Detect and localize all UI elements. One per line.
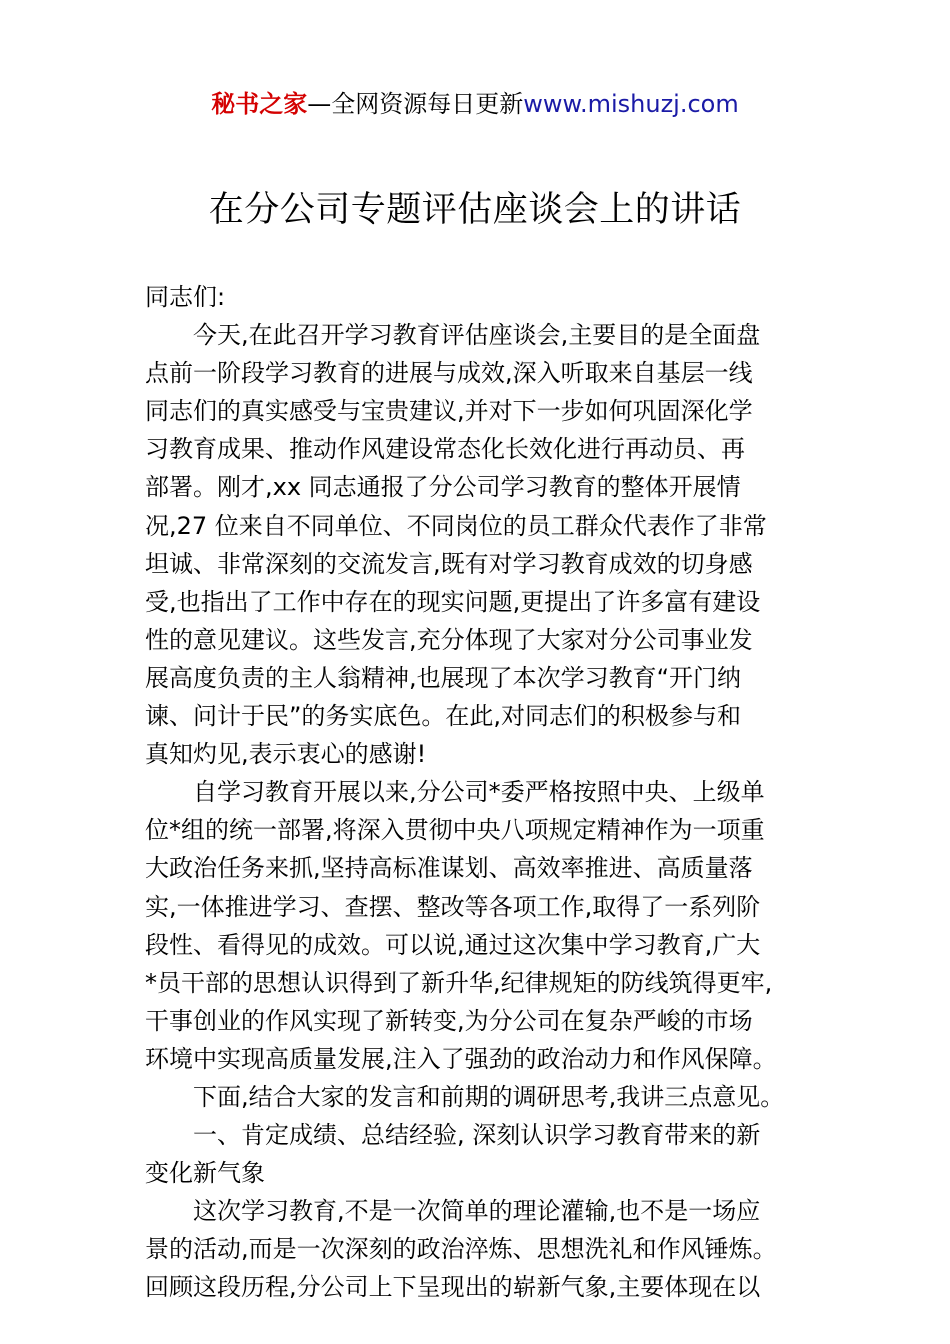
- paragraph-line: 真知灼见,表示衷心的感谢!: [145, 740, 427, 769]
- paragraph-line: 大政治任务来抓,坚持高标准谋划、高效率推进、高质量落: [145, 854, 753, 883]
- paragraph-line: 性的意见建议。这些发言,充分体现了大家对分公司事业发: [145, 625, 753, 654]
- paragraph-line: 段性、看得见的成效。可以说,通过这次集中学习教育,广大: [145, 930, 761, 959]
- paragraph-line: 自学习教育开展以来,分公司*委严格按照中央、上级单: [193, 778, 765, 807]
- salutation-line: 同志们:: [145, 283, 226, 311]
- paragraph-line: 坦诚、非常深刻的交流发言,既有对学习教育成效的切身感: [145, 549, 753, 578]
- paragraph-line: 这次学习教育,不是一次简单的理论灌输,也不是一场应: [193, 1197, 761, 1226]
- paragraph-line: 位*组的统一部署,将深入贯彻中央八项规定精神作为一项重: [145, 816, 765, 845]
- paragraph-line: 回顾这段历程,分公司上下呈现出的崭新气象,主要体现在以: [145, 1273, 761, 1302]
- section-heading-line: 变化新气象: [145, 1159, 265, 1188]
- paragraph-line: 谏、问计于民”的务实底色。在此,对同志们的积极参与和: [145, 702, 742, 731]
- document-title: 在分公司专题评估座谈会上的讲话: [208, 190, 742, 230]
- paragraph-line: 今天,在此召开学习教育评估座谈会,主要目的是全面盘: [193, 321, 761, 350]
- paragraph-line: 习教育成果、推动作风建设常态化长效化进行再动员、再: [145, 435, 745, 464]
- site-slogan: —全网资源每日更新: [307, 90, 524, 118]
- paragraph-line: *员干部的思想认识得到了新升华,纪律规矩的防线筑得更牢,: [145, 968, 773, 997]
- paragraph-line: 干事创业的作风实现了新转变,为分公司在复杂严峻的市场: [145, 1006, 753, 1035]
- paragraph-line: 环境中实现高质量发展,注入了强劲的政治动力和作风保障。: [145, 1044, 777, 1073]
- paragraph-line: 况,27 位来自不同单位、不同岗位的员工群众代表作了非常: [145, 511, 767, 540]
- site-brand: 秘书之家: [211, 90, 308, 118]
- paragraph-line: 同志们的真实感受与宝贵建议,并对下一步如何巩固深化学: [145, 397, 753, 426]
- paragraph-line: 下面,结合大家的发言和前期的调研思考,我讲三点意见。: [193, 1082, 785, 1111]
- paragraph-line: 部署。刚才,xx 同志通报了分公司学习教育的整体开展情: [145, 473, 741, 502]
- section-heading-line: 一、肯定成绩、总结经验, 深刻认识学习教育带来的新: [193, 1121, 761, 1150]
- site-url[interactable]: www.mishuzj.com: [523, 90, 739, 118]
- paragraph-line: 展高度负责的主人翁精神,也展现了本次学习教育“开门纳: [145, 663, 742, 692]
- document-body: [145, 278, 815, 1307]
- paragraph-line: 景的活动,而是一次深刻的政治淬炼、思想洗礼和作风锤炼。: [145, 1235, 777, 1264]
- paragraph-line: 受,也指出了工作中存在的现实问题,更提出了许多富有建设: [145, 587, 761, 616]
- paragraph-line: 实,一体推进学习、查摆、整改等各项工作,取得了一系列阶: [145, 892, 761, 921]
- site-header: [0, 86, 950, 122]
- paragraph-line: 点前一阶段学习教育的进展与成效,深入听取来自基层一线: [145, 359, 753, 388]
